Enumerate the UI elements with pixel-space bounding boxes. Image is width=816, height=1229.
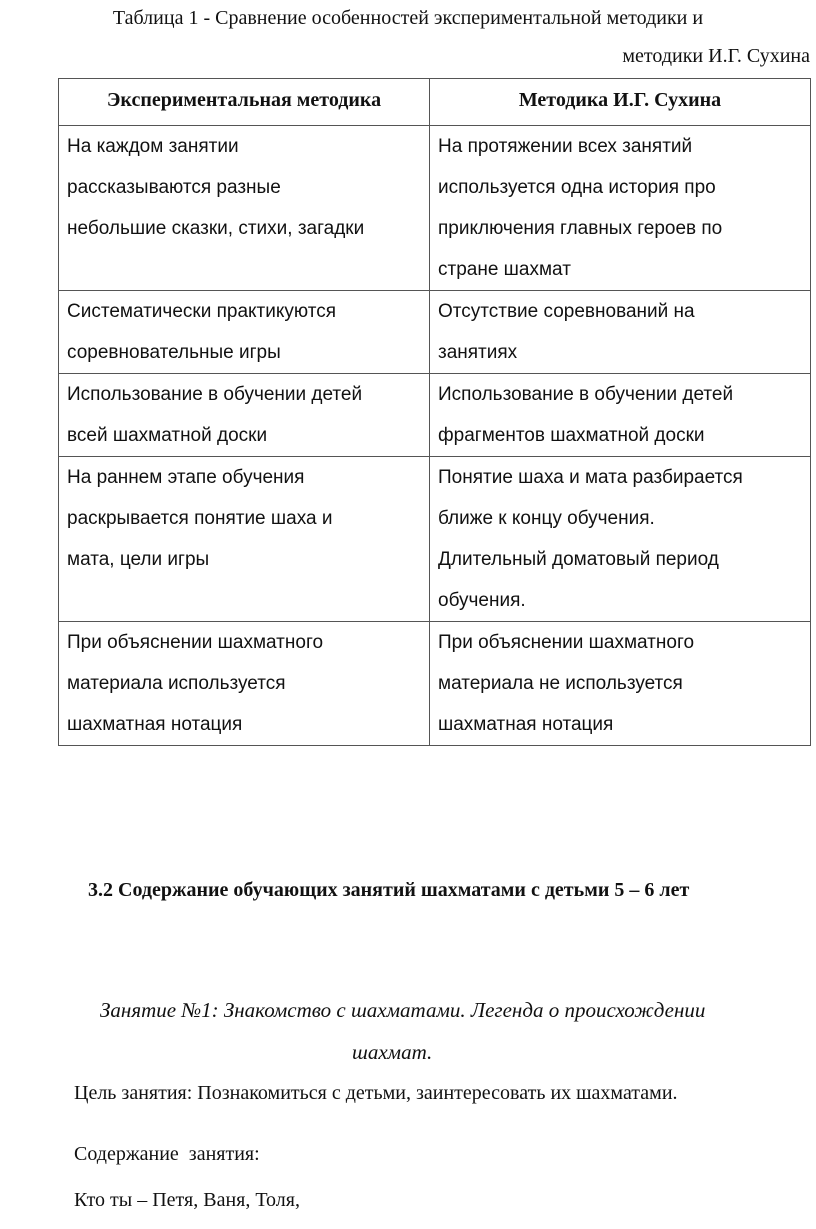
section-heading: 3.2 Содержание обучающих занятий шахматами с детьми 5 – 6 лет [88, 879, 690, 901]
cell-line: мата, цели игры [67, 549, 210, 570]
table-cell-sukhin [430, 622, 811, 746]
table-cell-experimental [59, 291, 430, 374]
verse-line: Кто ты – Петя, Ваня, Толя, [74, 1189, 300, 1211]
table-cell-sukhin [430, 457, 811, 622]
table-cell-experimental [59, 374, 430, 457]
comparison-table [58, 78, 811, 746]
cell-line: Использование в обучении детей [438, 384, 734, 405]
cell-line: На протяжении всех занятий [438, 136, 693, 157]
header-experimental-method: Экспериментальная методика [59, 79, 430, 126]
cell-line: раскрывается понятие шаха и [67, 508, 333, 529]
table-row [59, 291, 811, 374]
cell-line: соревновательные игры [67, 342, 281, 363]
cell-line: рассказываются разные [67, 177, 281, 198]
cell-line: ближе к концу обучения. [438, 508, 655, 529]
table-cell-sukhin [430, 374, 811, 457]
cell-line: шахматная нотация [438, 714, 614, 735]
cell-line: При объяснении шахматного [67, 632, 324, 653]
cell-line: приключения главных героев по [438, 218, 723, 239]
table-cell-sukhin [430, 291, 811, 374]
cell-line: Систематически практикуются [67, 301, 336, 322]
table-row [59, 126, 811, 291]
table-header-row [59, 79, 811, 126]
table-caption-line-1: Таблица 1 - Сравнение особенностей экспериментальной методики и [112, 7, 704, 29]
table-cell-experimental [59, 457, 430, 622]
cell-line: Отсутствие соревнований на [438, 301, 695, 322]
table-caption-line-2: методики И.Г. Сухина [622, 45, 810, 67]
cell-line: На раннем этапе обучения [67, 467, 305, 488]
cell-line: фрагментов шахматной доски [438, 425, 705, 446]
cell-line: занятиях [438, 342, 518, 363]
lesson-title-line-1: Занятие №1: Знакомство с шахматами. Легенда о происхождении [100, 998, 706, 1022]
cell-line: материала не используется [438, 673, 683, 694]
header-sukhin-method: Методика И.Г. Сухина [430, 79, 811, 126]
cell-line: материала используется [67, 673, 286, 694]
table-row [59, 374, 811, 457]
cell-line: всей шахматной доски [67, 425, 268, 446]
table-cell-sukhin [430, 126, 811, 291]
cell-line: шахматная нотация [67, 714, 243, 735]
cell-line: стране шахмат [438, 259, 571, 280]
cell-line: На каждом занятии [67, 136, 239, 157]
table-row [59, 622, 811, 746]
table-cell-experimental [59, 126, 430, 291]
lesson-goal: Цель занятия: Познакомиться с детьми, заинтересовать их шахматами. [74, 1082, 678, 1104]
cell-line: Использование в обучении детей [67, 384, 363, 405]
cell-line: При объяснении шахматного [438, 632, 695, 653]
cell-line: обучения. [438, 590, 526, 611]
lesson-content-label: Содержание занятия: [74, 1143, 260, 1165]
cell-line: Понятие шаха и мата разбирается [438, 467, 743, 488]
cell-line: Длительный доматовый период [438, 549, 719, 570]
cell-line: небольшие сказки, стихи, загадки [67, 218, 365, 239]
cell-line: используется одна история про [438, 177, 716, 198]
table-row [59, 457, 811, 622]
lesson-title-line-2: шахмат. [352, 1040, 433, 1064]
table-cell-experimental [59, 622, 430, 746]
